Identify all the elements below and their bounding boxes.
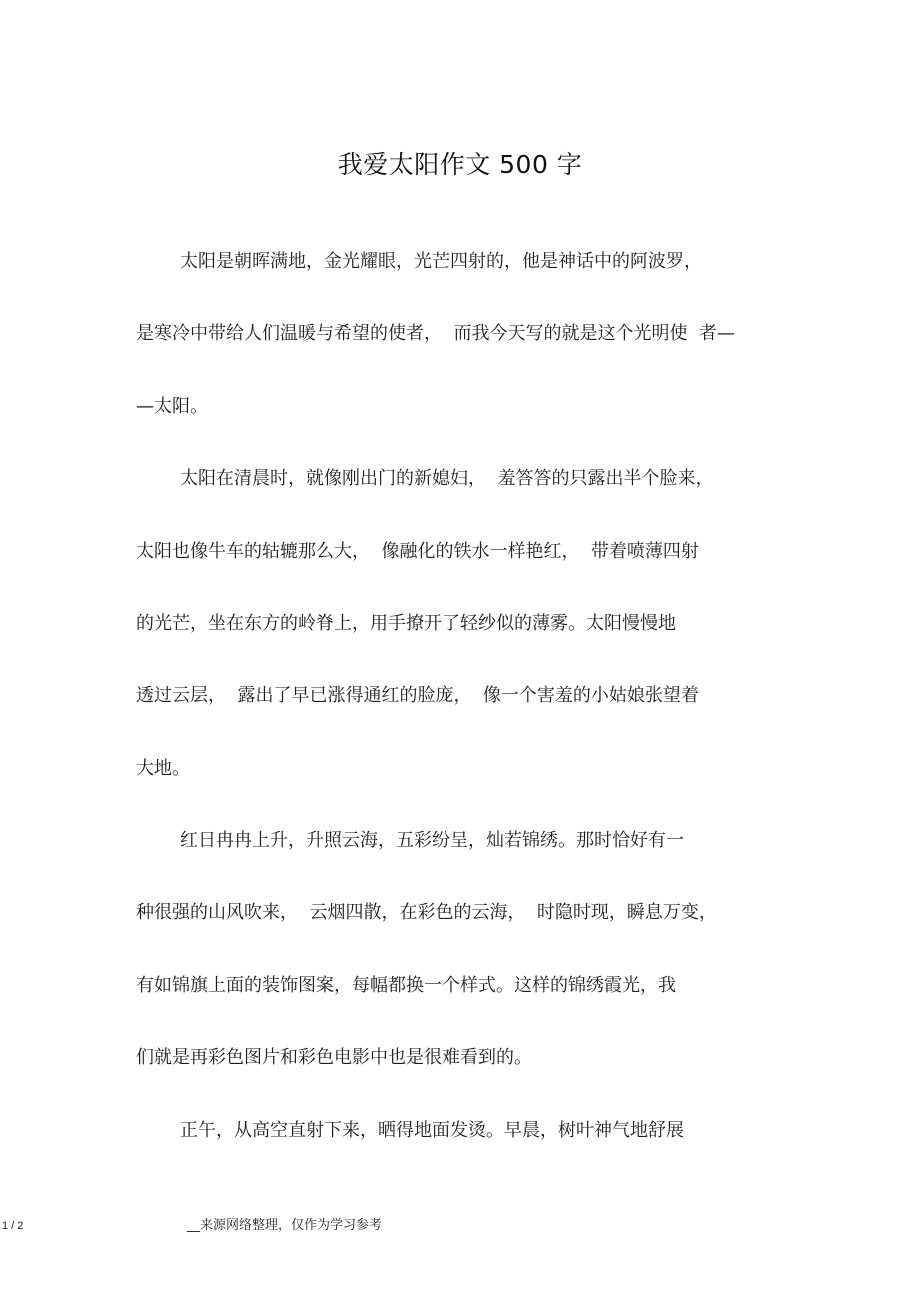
essay-line-10: 种很强的山风吹来， 云烟四散，在彩色的云海， 时隐时现，瞬息万变， xyxy=(136,902,717,923)
essay-line-11: 有如锦旗上面的装饰图案，每幅都换一个样式。这样的锦绣霞光，我 xyxy=(136,975,676,996)
essay-line-1: 太阳是朝晖满地，金光耀眼，光芒四射的，他是神话中的阿波罗， xyxy=(180,251,702,272)
essay-line-3: —太阳。 xyxy=(136,396,208,417)
essay-line-4: 太阳在清晨时，就像刚出门的新媳妇， 羞答答的只露出半个脸来， xyxy=(180,468,714,489)
essay-line-8: 大地。 xyxy=(136,758,190,779)
source-note: __来源网络整理，仅作为学习参考 xyxy=(187,1218,383,1233)
essay-line-5: 太阳也像牛车的轱辘那么大， 像融化的铁水一样艳红， 带着喷薄四射 xyxy=(136,541,699,562)
essay-line-6: 的光芒，坐在东方的岭脊上，用手撩开了轻纱似的薄雾。太阳慢慢地 xyxy=(136,613,676,634)
essay-line-2: 是寒冷中带给人们温暖与希望的使者， 而我今天写的就是这个光明使 者— xyxy=(136,323,735,344)
essay-line-9: 红日冉冉上升，升照云海，五彩纷呈，灿若锦绣。那时恰好有一 xyxy=(180,830,684,851)
essay-line-13: 正午，从高空直射下来，晒得地面发烫。早晨，树叶神气地舒展 xyxy=(180,1120,684,1141)
essay-line-12: 们就是再彩色图片和彩色电影中也是很难看到的。 xyxy=(136,1047,532,1068)
essay-title: 我爱太阳作文 500 字 xyxy=(337,150,583,179)
essay-line-7: 透过云层， 露出了早已涨得通红的脸庞， 像一个害羞的小姑娘张望着 xyxy=(136,685,699,706)
page-number: 1 / 2 xyxy=(2,1220,24,1232)
